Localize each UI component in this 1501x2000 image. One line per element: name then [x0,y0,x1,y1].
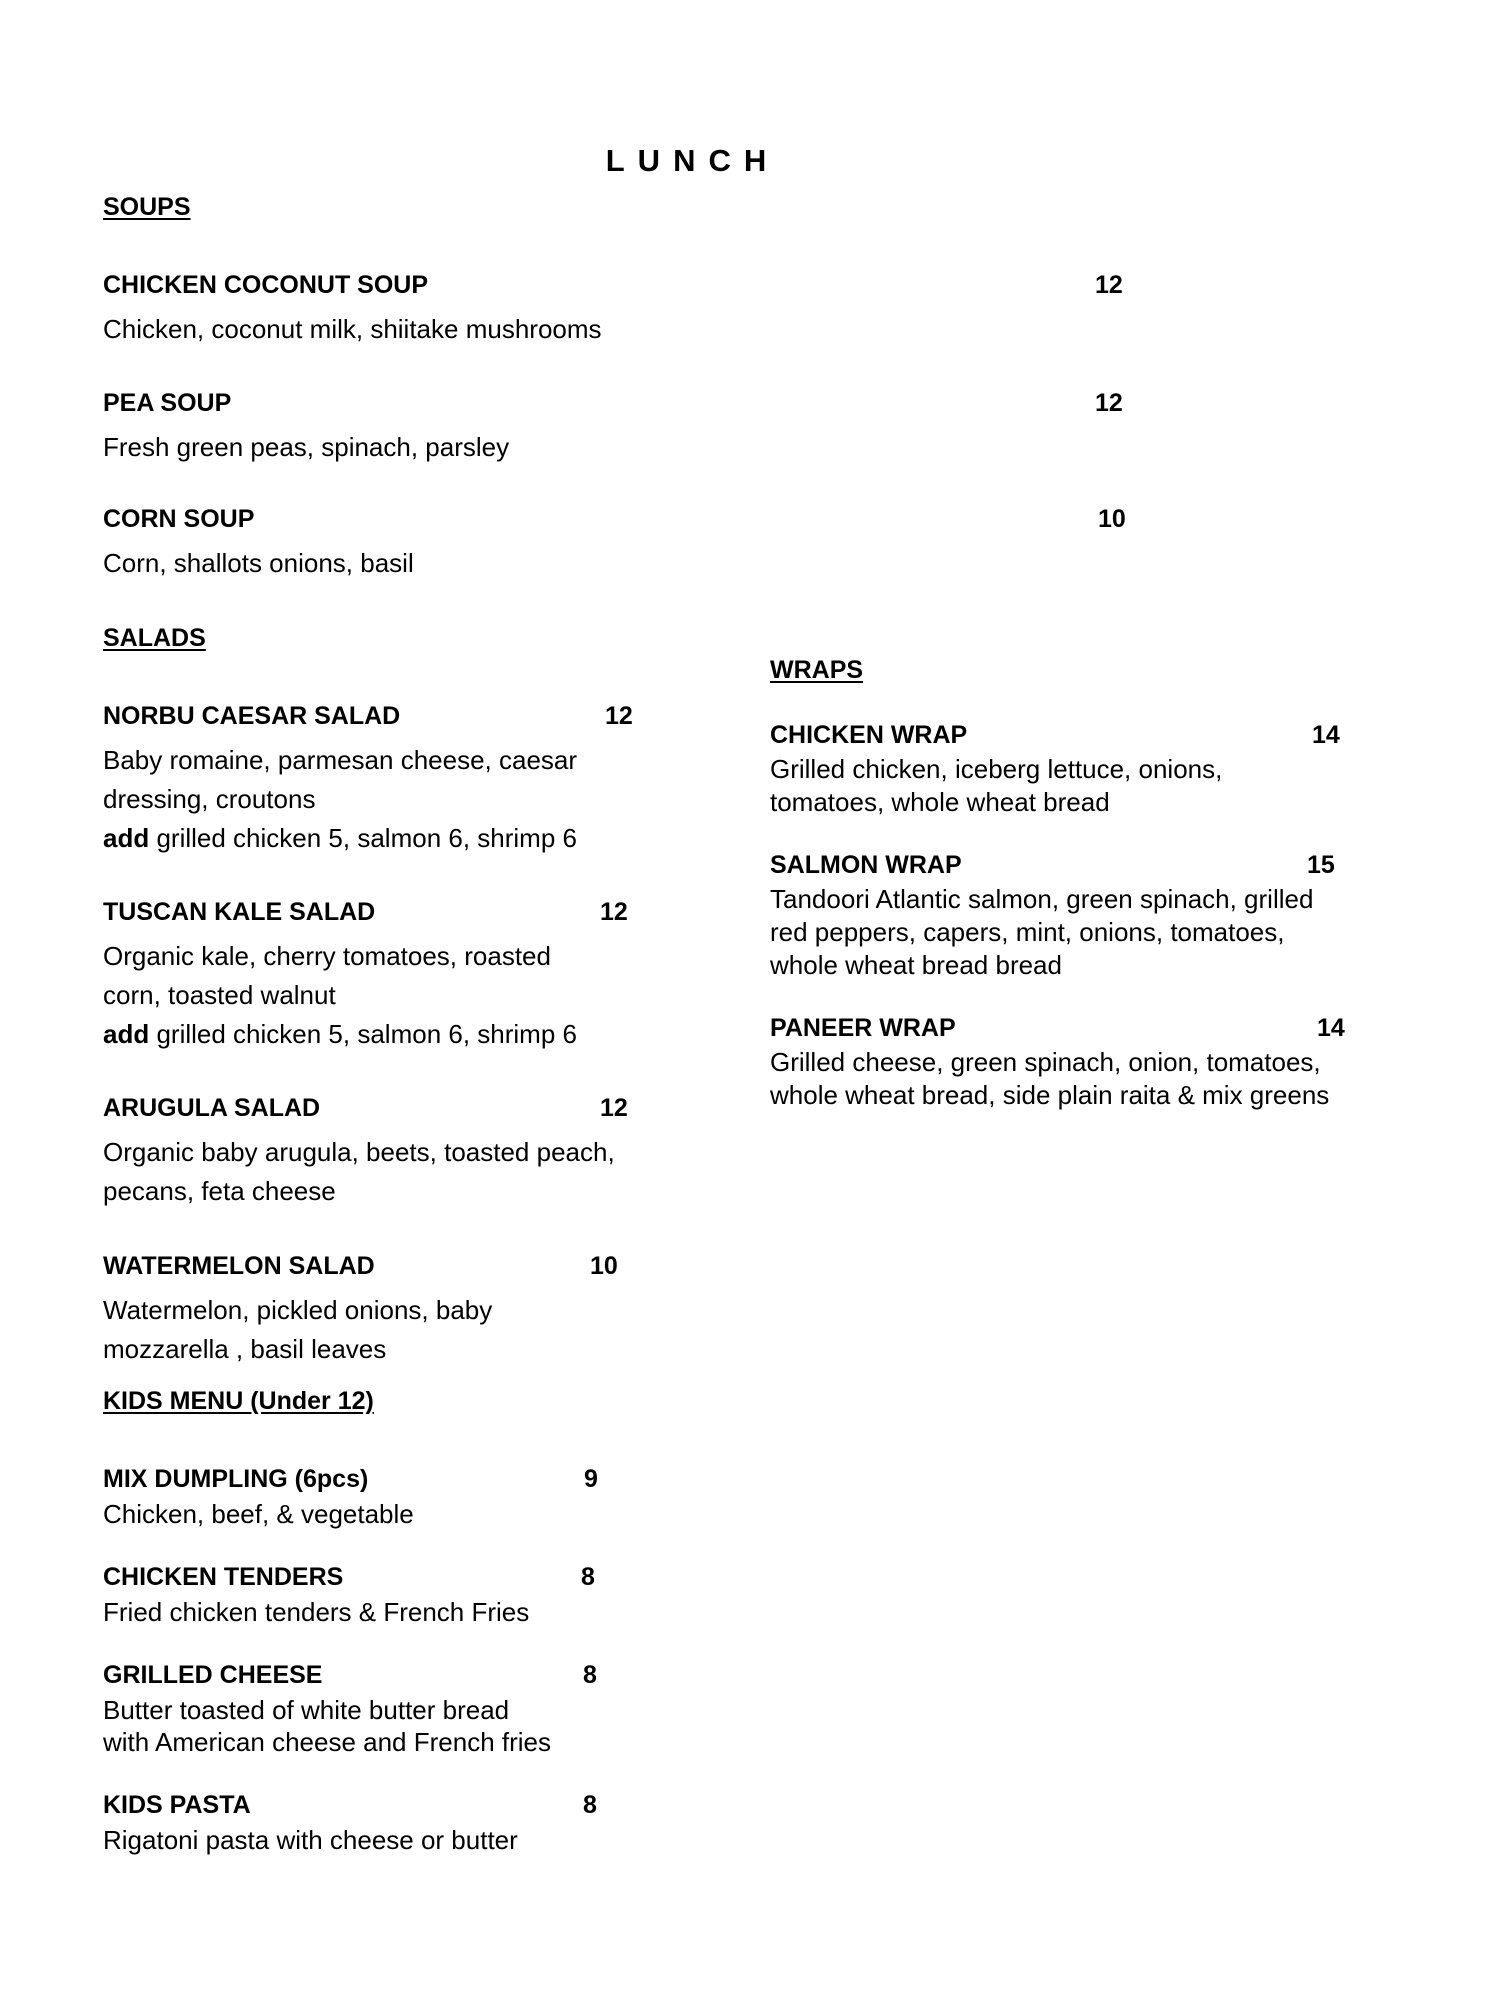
item-addon [103,1015,663,1054]
item-price: 14 [1317,1014,1345,1042]
item-description [103,1133,663,1211]
description-line: Tandoori Atlantic salmon, green spinach, grilled [770,884,1314,914]
item-description [103,1291,663,1369]
item-name: CHICKEN TENDERS [103,1563,344,1591]
item-description [103,937,663,1015]
description-line: tomatoes, whole wheat bread [770,787,1110,817]
item-price: 12 [1095,389,1123,417]
item-price: 9 [584,1465,598,1493]
description-line: Chicken, beef, & vegetable [103,1499,414,1529]
description-line: Grilled cheese, green spinach, onion, tomatoes, [770,1047,1321,1077]
menu-item [103,389,1143,467]
description-line: pecans, feta cheese [103,1176,336,1206]
menu-item [770,1014,1390,1112]
description-line: whole wheat bread bread [770,950,1062,980]
item-price: 15 [1307,851,1335,879]
item-description [770,883,1390,982]
item-name: GRILLED CHEESE [103,1661,323,1689]
item-addon [103,819,663,858]
item-name: TUSCAN KALE SALAD [103,898,376,926]
menu-item [103,1252,663,1369]
menu-item [103,271,1143,349]
item-description [103,1498,663,1530]
item-name: SALMON WRAP [770,851,962,879]
description-line: Baby romaine, parmesan cheese, caesar [103,745,578,775]
item-price: 12 [600,1094,628,1122]
menu-item [103,1465,663,1530]
description-line: with American cheese and French fries [103,1727,551,1757]
item-description: Corn, shallots onions, basil [103,548,414,578]
menu-item [103,1661,663,1758]
item-description: Fresh green peas, spinach, parsley [103,432,510,462]
menu-item [103,505,1143,583]
item-description: Chicken, coconut milk, shiitake mushrooms [103,314,602,344]
description-line: Butter toasted of white butter bread [103,1695,510,1725]
item-price: 14 [1312,721,1340,749]
menu-item [103,1791,663,1856]
description-line: Watermelon, pickled onions, baby [103,1295,493,1325]
item-price: 8 [583,1661,597,1689]
description-line: whole wheat bread, side plain raita & mix greens [770,1080,1330,1110]
menu-item [103,1563,663,1628]
addon-text: grilled chicken 5, salmon 6, shrimp 6 [149,823,577,853]
item-description [103,1596,663,1628]
item-description [103,1824,663,1856]
item-price: 8 [581,1563,595,1591]
item-name: MIX DUMPLING (6pcs) [103,1465,369,1493]
item-name: NORBU CAESAR SALAD [103,702,401,730]
item-price: 12 [1095,271,1123,299]
section-heading-soups: SOUPS [103,193,191,221]
menu-item [103,702,663,858]
description-line: Organic kale, cherry tomatoes, roasted [103,941,551,971]
description-line: corn, toasted walnut [103,980,336,1010]
description-line: dressing, croutons [103,784,316,814]
description-line: mozzarella , basil leaves [103,1334,387,1364]
item-name: KIDS PASTA [103,1791,251,1819]
menu-item [103,898,663,1054]
item-name: CHICKEN COCONUT SOUP [103,271,429,299]
description-line: Grilled chicken, iceberg lettuce, onions, [770,754,1223,784]
item-price: 12 [600,898,628,926]
menu-item [770,721,1390,819]
item-price: 12 [605,702,633,730]
item-description [770,753,1390,819]
item-price: 8 [583,1791,597,1819]
menu-title: LUNCH [605,143,780,178]
section-heading-salads: SALADS [103,624,206,652]
addon-text: grilled chicken 5, salmon 6, shrimp 6 [149,1019,577,1049]
menu-item [770,851,1390,982]
item-description [103,741,663,819]
addon-label: add [103,1019,150,1049]
description-line: Organic baby arugula, beets, toasted peach, [103,1137,615,1167]
section-heading-kids-menu: KIDS MENU (Under 12) [103,1387,374,1415]
item-name: CORN SOUP [103,505,255,533]
item-name: WATERMELON SALAD [103,1252,375,1280]
item-description [770,1046,1390,1112]
menu-item [103,1094,663,1211]
section-heading-wraps: WRAPS [770,656,864,684]
addon-label: add [103,823,150,853]
description-line: Rigatoni pasta with cheese or butter [103,1825,518,1855]
item-price: 10 [590,1252,618,1280]
item-description [103,1694,663,1758]
item-name: ARUGULA SALAD [103,1094,321,1122]
item-name: CHICKEN WRAP [770,721,968,749]
item-name: PEA SOUP [103,389,232,417]
item-name: PANEER WRAP [770,1014,956,1042]
item-price: 10 [1098,505,1126,533]
description-line: Fried chicken tenders & French Fries [103,1597,530,1627]
description-line: red peppers, capers, mint, onions, tomatoes, [770,917,1285,947]
